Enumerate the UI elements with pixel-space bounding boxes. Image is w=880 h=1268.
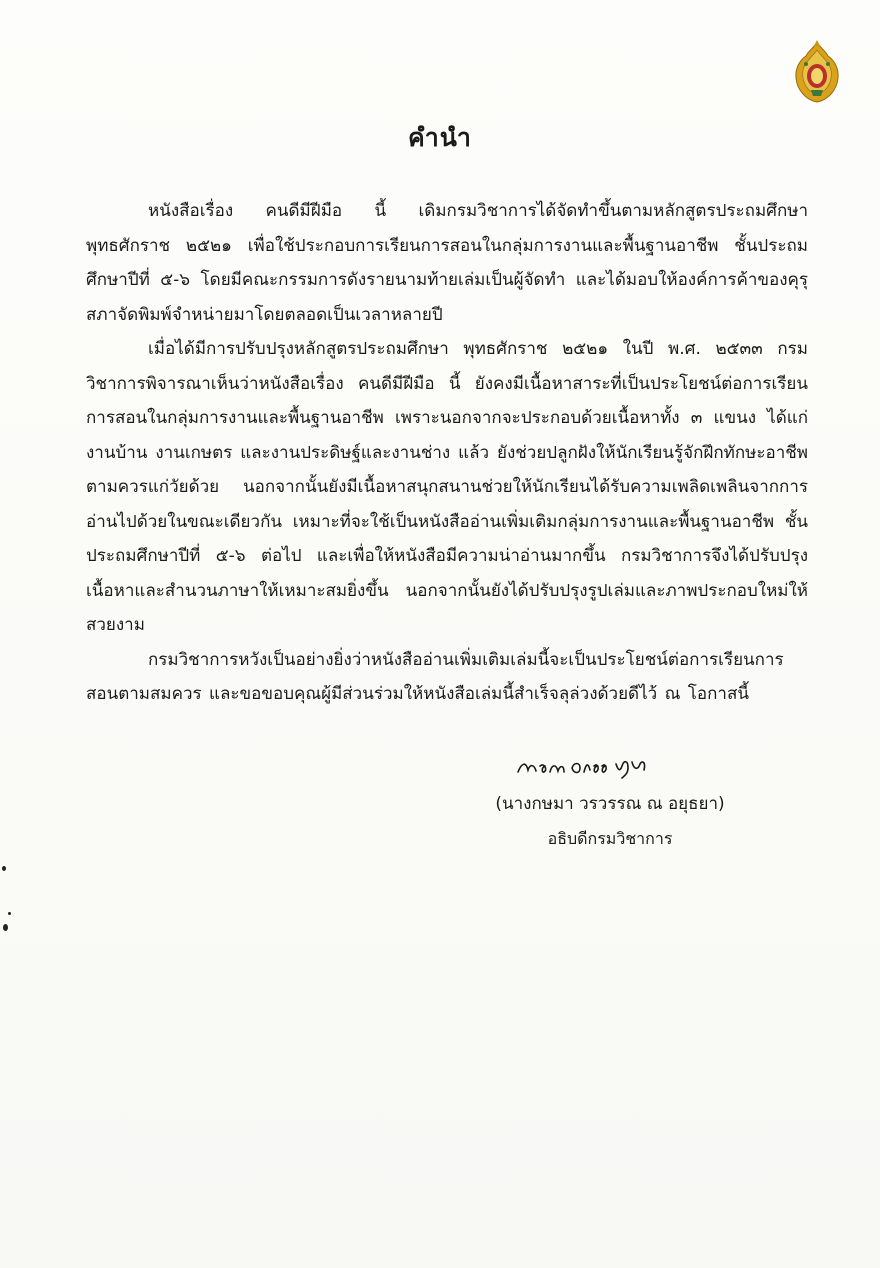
signature-block (460, 752, 760, 852)
ministry-emblem-icon (792, 40, 842, 104)
page-title: คำนำ (408, 123, 472, 152)
scan-speck (8, 912, 11, 915)
handwritten-signature (514, 752, 654, 780)
scan-speck (2, 866, 6, 871)
paragraph-1: หนังสือเรื่อง คนดีมีฝีมือ นี้ เดิมกรมวิชาการได้จัดทำขึ้นตามหลักสูตรประถมศึกษา พุทธศักราช ๒๕๒๑ เพื่อใช้ประกอบการเรียนการสอนในกลุ่มการงานและพื้นฐานอาชีพ ชั้นประถมศึกษาปีที่ ๕-๖ โดยมีคณะกรรมการดังรายนามท้ายเล่มเป็นผู้จัดทำ และได้มอบให้องค์การค้าของคุรุสภาจัดพิมพ์จำหน่ายมาโดยตลอดเป็นเวลาหลายปี (86, 201, 808, 325)
scan-speck (3, 924, 8, 931)
signatory-position: อธิบดีกรมวิชาการ (547, 829, 673, 848)
signatory-name: (นางกษมา วรวรรณ ณ อยุธยา) (495, 794, 725, 814)
paragraph-2: เมื่อได้มีการปรับปรุงหลักสูตรประถมศึกษา พุทธศักราช ๒๕๒๑ ในปี พ.ศ. ๒๕๓๓ กรมวิชาการพิจารณาเห็นว่าหนังสือเรื่อง คนดีมีฝีมือ นี้ ยังคงมีเนื้อหาสาระที่เป็นประโยชน์ต่อการเรียนการสอนในกลุ่มการงานและพื้นฐานอาชีพ เพราะนอกจากจะประกอบด้วยเนื้อหาทั้ง ๓ แขนง ได้แก่ งานบ้าน งานเกษตร และงานประดิษฐ์และงานช่าง แล้ว ยังช่วยปลูกฝังให้นักเรียนรู้จักฝึกทักษะอาชีพตามควรแก่วัยด้วย นอกจากนั้นยังมีเนื้อหาสนุกสนานช่วยให้นักเรียนได้รับความเพลิดเพลินจากการอ่านไปด้วยในขณะเดียวกัน เหมาะที่จะใช้เป็นหนังสืออ่านเพิ่มเติมกลุ่มการงานและพื้นฐานอาชีพ ชั้นประถมศึกษาปีที่ ๕-๖ ต่อไป และเพื่อให้หนังสือมีความน่าอ่านมากขึ้น กรมวิชาการจึงได้ปรับปรุงเนื้อหาและสำนวนภาษาให้เหมาะสมยิ่งขึ้น นอกจากนั้นยังได้ปรับปรุงรูปเล่มและภาพประกอบใหม่ให้สวยงาม (86, 339, 808, 635)
preface-body (86, 194, 808, 712)
paragraph-3: กรมวิชาการหวังเป็นอย่างยิ่งว่าหนังสืออ่านเพิ่มเติมเล่มนี้จะเป็นประโยชน์ต่อการเรียนการสอนตามสมควร และขอขอบคุณผู้มีส่วนร่วมให้หนังสือเล่มนี้สำเร็จลุล่วงด้วยดีไว้ ณ โอกาสนี้ (86, 649, 784, 704)
